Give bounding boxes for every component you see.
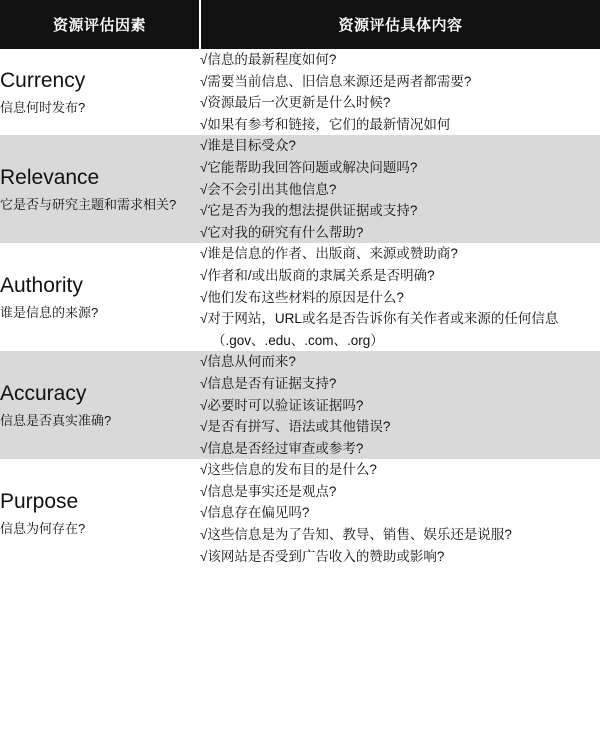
header-detail: 资源评估具体内容: [200, 0, 600, 49]
detail-item: √它能帮助我回答问题或解决问题吗?: [200, 159, 418, 175]
detail-item: √作者和/或出版商的隶属关系是否明确?: [200, 267, 435, 283]
detail-item: √对于网站，URL或名是否告诉你有关作者或来源的任何信息: [200, 311, 559, 327]
detail-item: √信息存在偏见吗?: [200, 505, 310, 521]
factor-title: Authority: [0, 274, 83, 298]
detail-item: √信息是事实还是观点?: [200, 483, 337, 499]
factor-subtitle: 信息何时发布?: [0, 99, 86, 115]
detail-cell-relevance: [200, 135, 600, 243]
detail-item: √信息从何而来?: [200, 354, 296, 370]
detail-item: √该网站是否受到广告收入的赞助或影响?: [200, 548, 445, 564]
detail-item: √信息是否经过审查或参考?: [200, 440, 364, 456]
factor-cell-currency: [0, 49, 200, 135]
detail-item: √信息是否有证据支持?: [200, 375, 337, 391]
factor-title: Accuracy: [0, 382, 87, 406]
table-row: [0, 135, 600, 243]
detail-cell-accuracy: [200, 351, 600, 459]
detail-item: √需要当前信息、旧信息来源还是两者都需要?: [200, 73, 472, 89]
factor-subtitle: 信息是否真实准确?: [0, 412, 112, 428]
table-row: [0, 351, 600, 459]
detail-item: √他们发布这些材料的原因是什么?: [200, 289, 404, 305]
detail-item: √这些信息是为了告知、教导、销售、娱乐还是说服?: [200, 527, 512, 543]
factor-cell-authority: [0, 243, 200, 351]
detail-item: √谁是信息的作者、出版商、来源或赞助商?: [200, 246, 458, 262]
detail-item: （.gov、.edu、.com、.org）: [212, 332, 384, 348]
detail-cell-currency: [200, 49, 600, 135]
detail-cell-purpose: [200, 459, 600, 567]
detail-item: √如果有参考和链接，它们的最新情况如何: [200, 116, 451, 132]
detail-item: √它是否为我的想法提供证据或支持?: [200, 203, 418, 219]
factor-cell-relevance: [0, 135, 200, 243]
detail-item: √信息的最新程度如何?: [200, 52, 337, 67]
table-row: [0, 459, 600, 567]
factor-subtitle: 谁是信息的来源?: [0, 304, 99, 320]
factor-subtitle: 它是否与研究主题和需求相关?: [0, 196, 177, 212]
detail-item: √是否有拼写、语法或其他错误?: [200, 419, 391, 435]
detail-item: √谁是目标受众?: [200, 138, 296, 154]
detail-item: √资源最后一次更新是什么时候?: [200, 95, 391, 111]
detail-cell-authority: [200, 243, 600, 351]
detail-item: √它对我的研究有什么帮助?: [200, 224, 364, 240]
detail-item: √必要时可以验证该证据吗?: [200, 397, 364, 413]
factor-title: Currency: [0, 69, 86, 93]
factor-subtitle: 信息为何存在?: [0, 520, 86, 536]
factor-title: Relevance: [0, 166, 100, 190]
detail-item: √这些信息的发布目的是什么?: [200, 462, 377, 478]
detail-item: √会不会引出其他信息?: [200, 181, 337, 197]
table-row: [0, 49, 600, 135]
factor-cell-purpose: [0, 459, 200, 567]
table-row: [0, 243, 600, 351]
factor-title: Purpose: [0, 490, 79, 514]
factor-cell-accuracy: [0, 351, 200, 459]
header-factor: 资源评估因素: [0, 0, 200, 49]
table-header-row: [0, 0, 600, 49]
